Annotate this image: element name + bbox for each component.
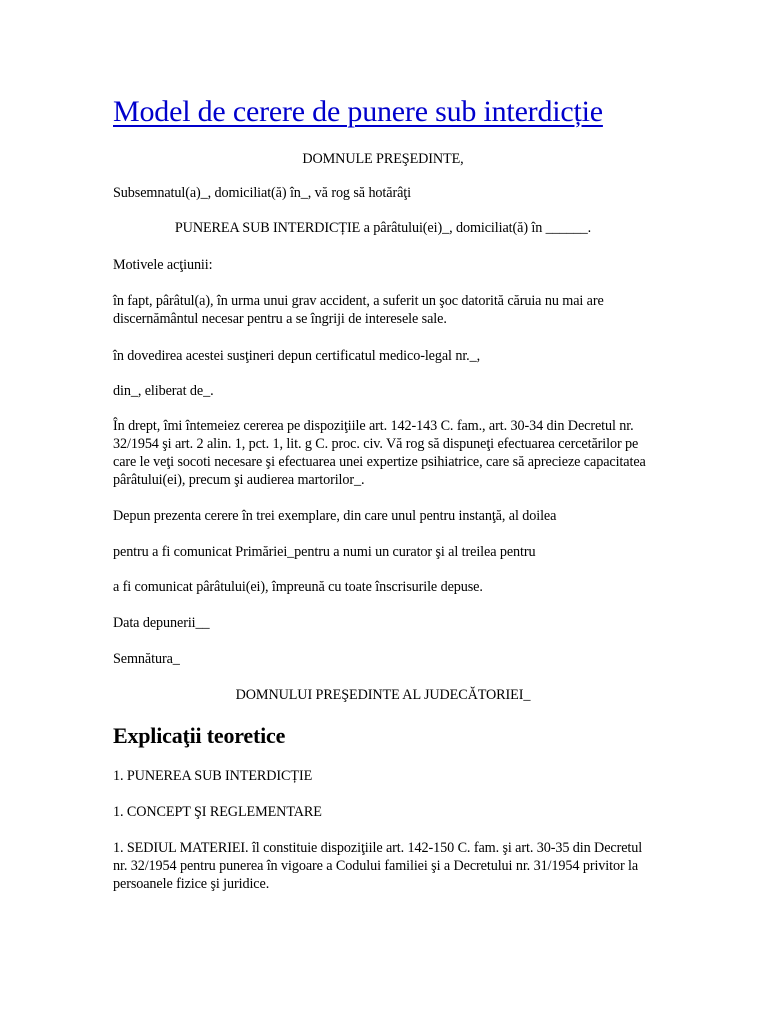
- document-title-link[interactable]: Model de cerere de punere sub interdicție: [113, 95, 603, 128]
- paragraph-issued: din_, eliberat de_.: [113, 383, 214, 399]
- paragraph-date: Data depunerii__: [113, 615, 210, 631]
- section-item-2: 1. CONCEPT ŞI REGLEMENTARE: [113, 804, 322, 820]
- paragraph-signature: Semnătura_: [113, 651, 180, 667]
- paragraph-facts: în fapt, pârâtul(a), în urma unui grav accident, a suferit un şoc datorită căruia nu mai are discernământul necesar pentru a se îngriji de interesele sale.: [113, 293, 604, 327]
- paragraph-evidence: în dovedirea acestei susţineri depun certificatul medico-legal nr._,: [113, 348, 481, 364]
- paragraph-seat: 1. SEDIUL MATERIEI. îl constituie dispoziţiile art. 142-150 C. fam. şi art. 30-35 din Decretul nr. 32/1954 pentru punerea în vigoare a Codului familiei şi a Decretului nr. 31/1954 privitor la persoanele fizice şi juridice.: [113, 840, 643, 892]
- paragraph-reasons-label: Motivele acţiunii:: [113, 257, 213, 273]
- section-item-1: 1. PUNEREA SUB INTERDICȚIE: [113, 768, 313, 784]
- paragraph-copies: Depun prezenta cerere în trei exemplare, din care unul pentru instanţă, al doilea: [113, 508, 557, 524]
- paragraph-request: PUNEREA SUB INTERDICȚIE a pârâtului(ei)_, domiciliat(ă) în ______.: [174, 220, 592, 236]
- paragraph-copies-2: pentru a fi comunicat Primăriei_pentru a numi un curator şi al treilea pentru: [113, 544, 536, 560]
- paragraph-applicant: Subsemnatul(a)_, domiciliat(ă) în_, vă rog să hotărâţi: [113, 185, 411, 201]
- paragraph-addressee: DOMNULUI PREŞEDINTE AL JUDECĂTORIEI_: [235, 687, 531, 703]
- salutation: DOMNULE PREŞEDINTE,: [302, 151, 464, 167]
- paragraph-legal-basis: În drept, îmi întemeiez cererea pe dispoziţiile art. 142-143 C. fam., art. 30-34 din Decretul nr. 32/1954 şi art. 2 alin. 1, pct. 1, lit. g C. proc. civ. Vă rog să dispuneţi efectuarea cercetărilor pe care le veţi socoti necesare şi efectuarea unei expertize psihiatrice, care să aprecieze capacitatea pârâtului(ei), precum şi audierea martorilor_.: [113, 418, 646, 488]
- section-heading: Explicaţii teoretice: [113, 723, 286, 748]
- paragraph-copies-3: a fi comunicat pârâtului(ei), împreună cu toate înscrisurile depuse.: [113, 579, 483, 595]
